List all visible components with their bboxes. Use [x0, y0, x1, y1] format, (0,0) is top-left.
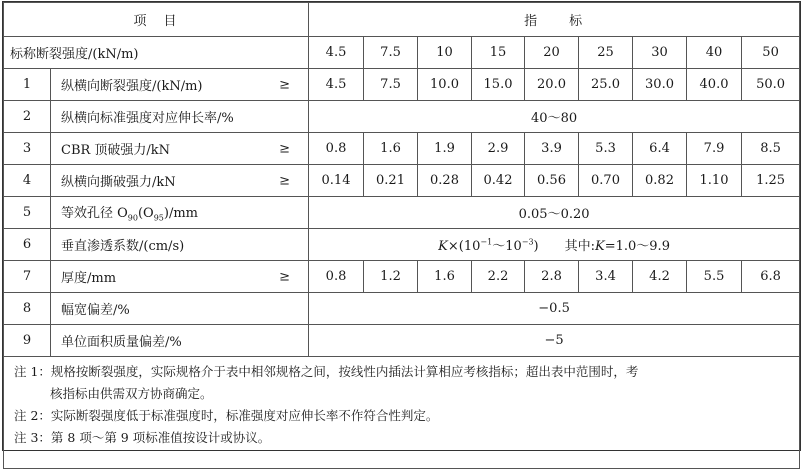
row-value: 2.9	[472, 133, 525, 165]
row-value: 0.8	[309, 133, 364, 165]
row-value: 50.0	[742, 69, 800, 101]
row-number: 9	[4, 325, 51, 357]
row-value: 0.82	[633, 165, 687, 197]
row-item-name	[51, 293, 309, 325]
table-row	[4, 325, 800, 357]
row-value: 20.0	[525, 69, 579, 101]
perm-text: =1.0～9.9	[604, 239, 670, 254]
note-1-line-2: 核指标由供需双方协商确定。	[50, 386, 213, 401]
table-row	[4, 293, 800, 325]
note-3: 注 3：第 8 项～第 9 项标准值按设计或协议。	[14, 430, 271, 445]
row-value: 15.0	[472, 69, 525, 101]
row-item-sub: 90	[127, 213, 138, 223]
row-value: 1.25	[742, 165, 800, 197]
k-symbol: K	[595, 239, 605, 254]
row-number: 5	[4, 197, 51, 229]
row-value: 25.0	[579, 69, 633, 101]
row-number: 8	[4, 293, 51, 325]
row-value: 1.2	[364, 261, 418, 293]
perm-text: ) 其中:	[533, 239, 595, 254]
spec-row-label: 标称断裂强度/(kN/m)	[4, 37, 309, 69]
table-header-row	[4, 3, 800, 37]
row-value: 1.6	[364, 133, 418, 165]
spec-table-frame	[2, 1, 801, 451]
row-item-label: 纵横向标准强度对应伸长率/%	[61, 111, 234, 126]
row-value: 5.5	[687, 261, 742, 293]
row-value: 30.0	[633, 69, 687, 101]
row-item-name	[51, 197, 309, 229]
row-span-value: −0.5	[309, 293, 800, 325]
notes-cell	[4, 357, 800, 469]
table-row	[4, 261, 800, 293]
row-item-label: 垂直渗透系数/(cm/s)	[61, 239, 185, 254]
table-row	[4, 101, 800, 133]
row-value: 10.0	[418, 69, 472, 101]
spec-value: 40	[687, 37, 742, 69]
row-value: 1.9	[418, 133, 472, 165]
row-value: 1.10	[687, 165, 742, 197]
permeability-span-value	[309, 229, 800, 261]
row-item-name	[51, 165, 309, 197]
row-number: 3	[4, 133, 51, 165]
row-item-label-pre: 等效孔径 O	[61, 206, 128, 222]
row-item-name	[51, 101, 309, 133]
spec-row	[4, 37, 800, 69]
spec-value: 25	[579, 37, 633, 69]
spec-value: 10	[418, 37, 472, 69]
row-value: 4.2	[633, 261, 687, 293]
row-value: 3.4	[579, 261, 633, 293]
row-span-value: −5	[309, 325, 800, 357]
row-value: 6.4	[633, 133, 687, 165]
spec-value: 4.5	[309, 37, 364, 69]
row-value: 3.9	[525, 133, 579, 165]
spec-value: 15	[472, 37, 525, 69]
note-1	[14, 361, 789, 405]
table-row	[4, 229, 800, 261]
table-row	[4, 69, 800, 101]
row-item-label: 幅宽偏差/%	[61, 303, 130, 318]
perm-text: ×(10	[447, 239, 481, 254]
spec-value: 20	[525, 37, 579, 69]
row-value: 5.3	[579, 133, 633, 165]
row-value: 0.42	[472, 165, 525, 197]
header-item-cell: 项 目	[4, 3, 309, 37]
header-indicator-cell: 指 标	[309, 3, 800, 37]
row-item-label: CBR 顶破强力/kN	[61, 143, 171, 158]
gte-symbol: ≥	[279, 269, 291, 284]
row-value: 1.6	[418, 261, 472, 293]
notes-row	[4, 357, 800, 469]
perm-exp: −1	[480, 237, 493, 247]
row-value: 6.8	[742, 261, 800, 293]
table-row	[4, 133, 800, 165]
row-number: 4	[4, 165, 51, 197]
row-value: 7.5	[364, 69, 418, 101]
table-row	[4, 197, 800, 229]
row-value: 0.28	[418, 165, 472, 197]
row-item-name	[51, 133, 309, 165]
row-item-sub: 95	[153, 213, 164, 223]
k-symbol: K	[438, 239, 448, 254]
row-item-name	[51, 69, 309, 101]
row-value: 7.9	[687, 133, 742, 165]
row-value: 2.8	[525, 261, 579, 293]
row-span-value: 40～80	[309, 101, 800, 133]
row-value: 0.14	[309, 165, 364, 197]
row-item-name	[51, 325, 309, 357]
note-2: 注 2：实际断裂强度低于标准强度时，标准强度对应伸长率不作符合性判定。	[14, 408, 439, 423]
gte-symbol: ≥	[279, 141, 291, 156]
perm-exp: −3	[521, 237, 534, 247]
row-item-name	[51, 261, 309, 293]
row-value: 0.8	[309, 261, 364, 293]
row-value: 40.0	[687, 69, 742, 101]
gte-symbol: ≥	[279, 173, 291, 188]
spec-value: 7.5	[364, 37, 418, 69]
row-value: 8.5	[742, 133, 800, 165]
spec-value: 50	[742, 37, 800, 69]
row-value: 0.56	[525, 165, 579, 197]
row-item-name	[51, 229, 309, 261]
spec-value: 30	[633, 37, 687, 69]
gte-symbol: ≥	[279, 77, 291, 92]
geotextile-spec-table	[3, 2, 800, 469]
row-item-label: 纵横向断裂强度/(kN/m)	[61, 79, 203, 94]
row-item-label: 厚度/mm	[61, 271, 117, 286]
row-value: 4.5	[309, 69, 364, 101]
row-number: 2	[4, 101, 51, 133]
row-value: 0.70	[579, 165, 633, 197]
table-row	[4, 165, 800, 197]
row-number: 7	[4, 261, 51, 293]
row-item-label: 纵横向撕破强力/kN	[61, 175, 176, 190]
row-number: 6	[4, 229, 51, 261]
row-number: 1	[4, 69, 51, 101]
row-item-label: 单位面积质量偏差/%	[61, 335, 182, 350]
row-span-value: 0.05～0.20	[309, 197, 800, 229]
perm-text: ～10	[492, 239, 522, 254]
row-value: 0.21	[364, 165, 418, 197]
note-1-line-1: 注 1：规格按断裂强度，实际规格介于表中相邻规格之间，按线性内插法计算相应考核指标；超出表中范围时，考	[14, 364, 639, 379]
row-item-label-post: )/mm	[163, 206, 199, 222]
row-item-label-mid: (O	[137, 206, 154, 222]
row-value: 2.2	[472, 261, 525, 293]
